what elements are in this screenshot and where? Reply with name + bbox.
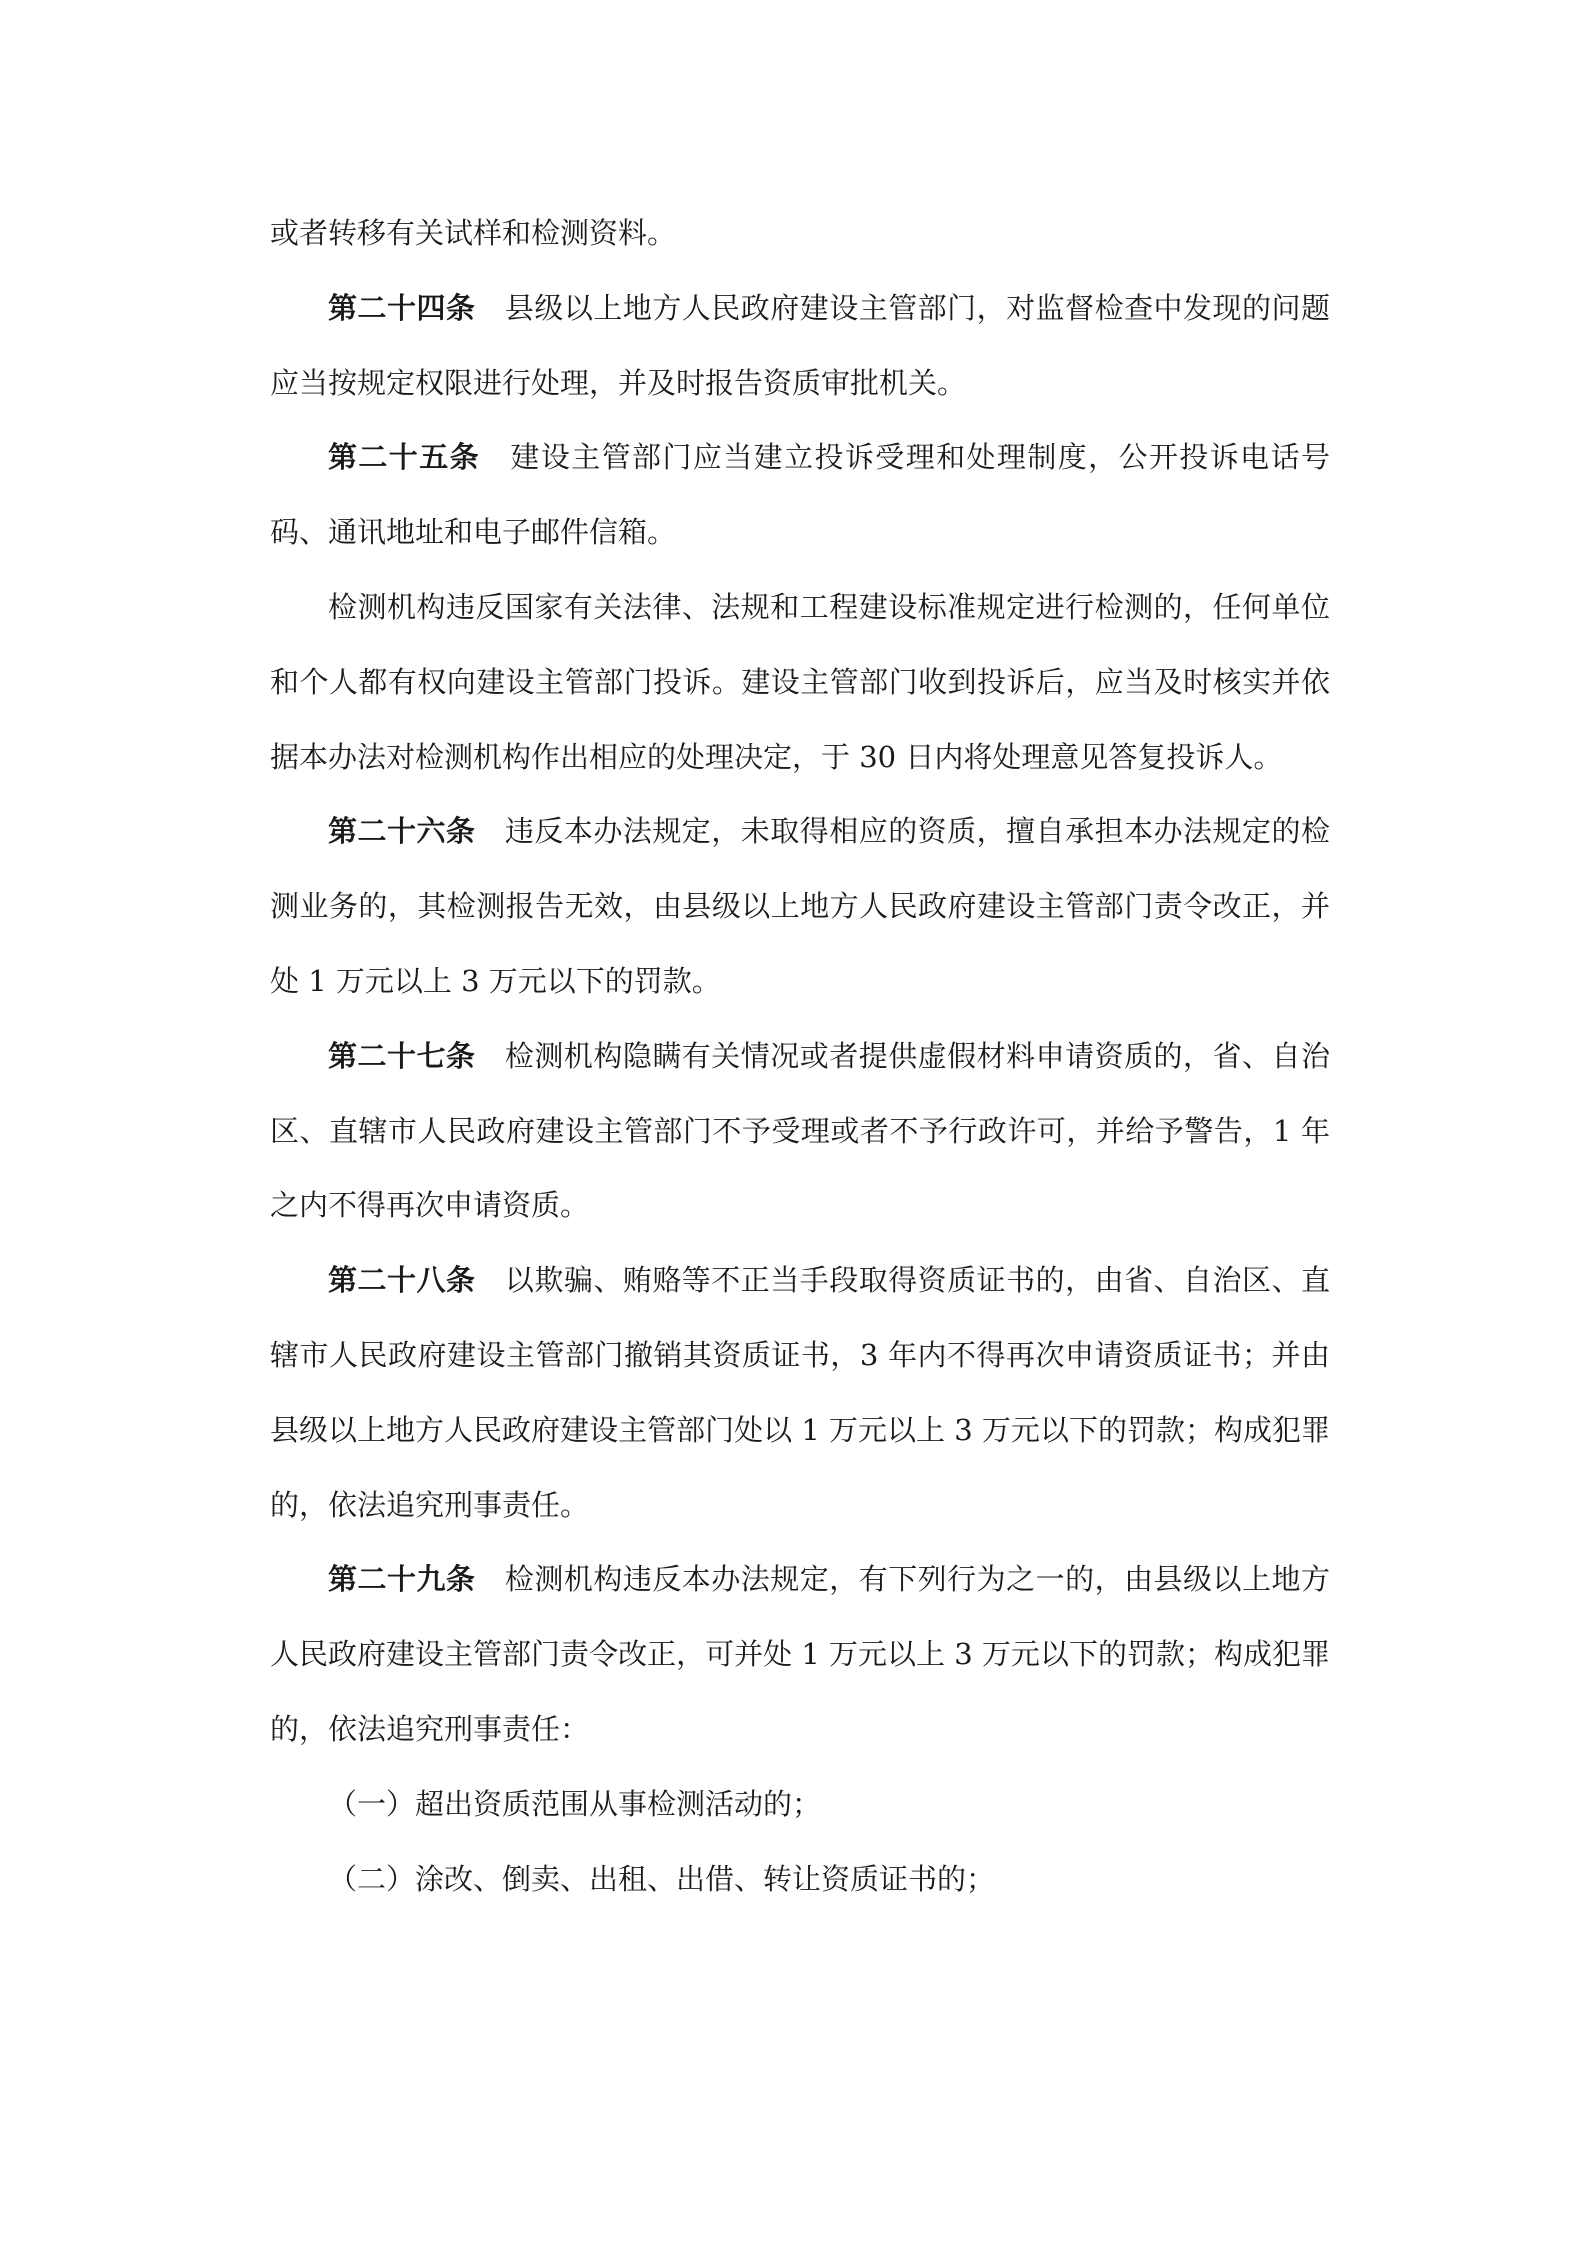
article-text: 检测机构隐瞒有关情况或者提供虚假材料申请资质的，省、自治区、直辖市人民政府建设主管部门不予受理或者不予行政许可，并给予警告，1 年之内不得再次申请资质。 bbox=[270, 1038, 1330, 1223]
article-heading: 第二十四条 bbox=[328, 290, 476, 325]
article-text: 以欺骗、贿赂等不正当手段取得资质证书的，由省、自治区、直辖市人民政府建设主管部门撤销其资质证书，3 年内不得再次申请资质证书；并由县级以上地方人民政府建设主管部门处以 1 万元以上 3 万元以下的罚款；构成犯罪的，依法追究刑事责任。 bbox=[270, 1263, 1330, 1522]
list-item-2 bbox=[270, 1842, 1330, 1917]
article-text: 建设主管部门应当建立投诉受理和处理制度，公开投诉电话号码、通讯地址和电子邮件信箱。 bbox=[270, 440, 1330, 550]
article-heading: 第二十九条 bbox=[328, 1562, 476, 1597]
article-heading: 第二十八条 bbox=[328, 1263, 476, 1298]
article-24 bbox=[270, 271, 1330, 421]
paragraph-continuation bbox=[270, 196, 1330, 271]
article-text: 检测机构违反本办法规定，有下列行为之一的，由县级以上地方人民政府建设主管部门责令改正，可并处 1 万元以上 3 万元以下的罚款；构成犯罪的，依法追究刑事责任： bbox=[270, 1562, 1330, 1746]
paragraph-text: 或者转移有关试样和检测资料。 bbox=[270, 216, 677, 250]
paragraph-text: 检测机构违反国家有关法律、法规和工程建设标准规定进行检测的，任何单位和个人都有权向建设主管部门投诉。建设主管部门收到投诉后，应当及时核实并依据本办法对检测机构作出相应的处理决定，于 30 日内将处理意见答复投诉人。 bbox=[270, 589, 1330, 774]
article-26 bbox=[270, 794, 1330, 1018]
article-heading: 第二十七条 bbox=[328, 1038, 476, 1073]
article-25 bbox=[270, 420, 1330, 570]
document-body bbox=[270, 196, 1330, 1916]
article-heading: 第二十六条 bbox=[328, 814, 476, 849]
article-29 bbox=[270, 1542, 1330, 1766]
article-27 bbox=[270, 1019, 1330, 1243]
article-heading: 第二十五条 bbox=[328, 440, 481, 475]
article-25-paragraph-2 bbox=[270, 570, 1330, 794]
list-item-text: （二）涂改、倒卖、出租、出借、转让资质证书的； bbox=[328, 1861, 996, 1896]
article-text: 县级以上地方人民政府建设主管部门，对监督检查中发现的问题应当按规定权限进行处理，并及时报告资质审批机关。 bbox=[270, 290, 1330, 400]
article-28 bbox=[270, 1243, 1330, 1542]
article-text: 违反本办法规定，未取得相应的资质，擅自承担本办法规定的检测业务的，其检测报告无效，由县级以上地方人民政府建设主管部门责令改正，并处 1 万元以上 3 万元以下的罚款。 bbox=[270, 814, 1330, 998]
list-item-text: （一）超出资质范围从事检测活动的； bbox=[328, 1786, 822, 1821]
list-item-1 bbox=[270, 1767, 1330, 1842]
